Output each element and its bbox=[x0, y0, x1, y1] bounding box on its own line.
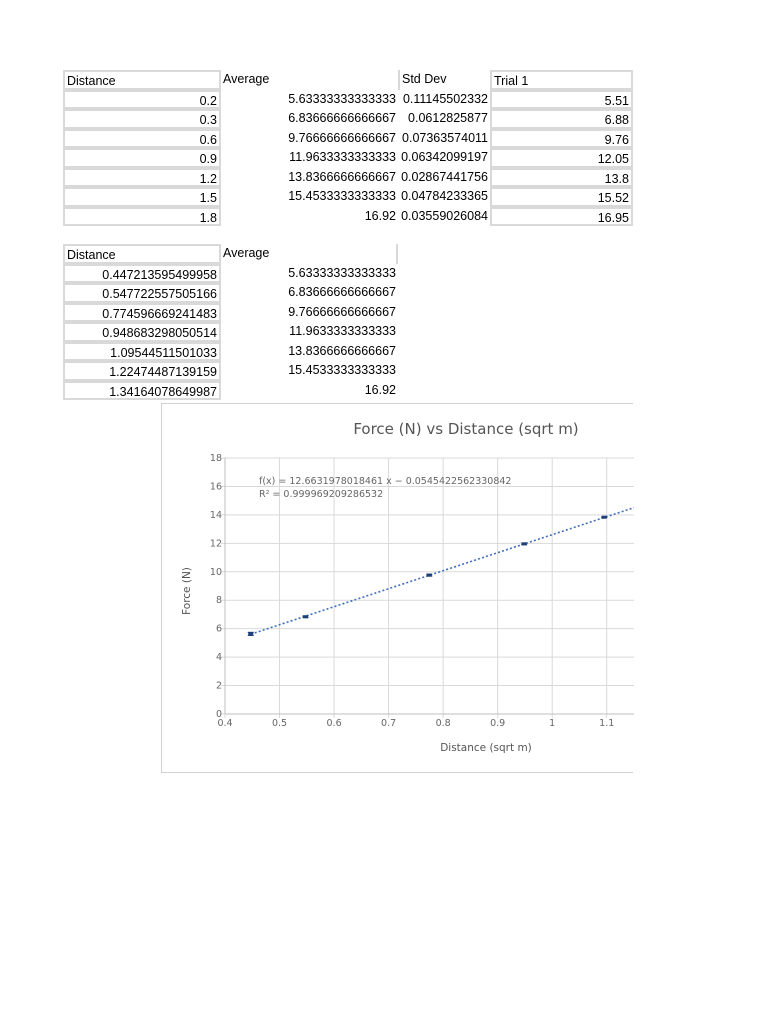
table2-cell-average[interactable]: 11.9633333333333 bbox=[289, 324, 396, 338]
data-point bbox=[522, 542, 527, 545]
table1-cell-stddev[interactable]: 0.04784233365 bbox=[401, 189, 488, 203]
y-tick-label: 6 bbox=[215, 623, 222, 635]
table1-cell-average[interactable]: 16.92 bbox=[364, 208, 396, 223]
table1-cell-distance[interactable]: 0.6 bbox=[63, 129, 221, 149]
y-tick-label: 4 bbox=[215, 652, 222, 664]
table1-cell-trial1[interactable]: 13.8 bbox=[490, 168, 633, 188]
table1-cell-distance[interactable]: 0.9 bbox=[63, 148, 221, 168]
table1-header-stddev[interactable]: Std Dev bbox=[398, 70, 490, 90]
trendline-group bbox=[251, 508, 634, 635]
table1-cell-trial1[interactable]: 15.52 bbox=[490, 187, 633, 207]
x-tick-label: 0.4 bbox=[217, 718, 233, 729]
table1-cell-stddev[interactable]: 0.11145502332 bbox=[402, 91, 488, 106]
y-tick-label: 12 bbox=[209, 538, 222, 550]
table2-cell-average[interactable]: 15.4533333333333 bbox=[288, 363, 396, 377]
data-points bbox=[248, 516, 608, 636]
table2-cell-average[interactable]: 16.92 bbox=[364, 382, 396, 397]
table1-cell-stddev[interactable]: 0.07363574011 bbox=[402, 130, 488, 145]
table1-cell-average[interactable]: 13.8366666666667 bbox=[288, 169, 396, 184]
table1-cell-trial1[interactable]: 6.88 bbox=[490, 109, 633, 129]
table2-cell-average[interactable]: 13.8366666666667 bbox=[288, 343, 396, 358]
y-tick-label: 0 bbox=[215, 709, 222, 720]
y-axis-label: Force (N) bbox=[181, 567, 193, 615]
y-tick-label: 16 bbox=[209, 481, 222, 493]
table1-cell-distance[interactable]: 1.5 bbox=[63, 187, 221, 207]
data-point bbox=[602, 516, 607, 519]
table1-cell-distance[interactable]: 0.2 bbox=[63, 90, 221, 110]
r-squared-label: R² = 0.999969209286532 bbox=[259, 489, 384, 500]
data-point bbox=[427, 574, 432, 577]
table1-cell-average[interactable]: 5.63333333333333 bbox=[288, 91, 396, 106]
table1-cell-average[interactable]: 15.4533333333333 bbox=[288, 189, 396, 203]
table2-cell-average[interactable]: 6.83666666666667 bbox=[288, 285, 396, 299]
x-tick-label: 0.8 bbox=[435, 718, 451, 729]
scatter-chart bbox=[162, 404, 634, 774]
table1-cell-distance[interactable]: 0.3 bbox=[63, 109, 221, 129]
table1-cell-stddev[interactable]: 0.06342099197 bbox=[401, 150, 488, 164]
data-point bbox=[248, 632, 253, 635]
chart-area[interactable] bbox=[161, 403, 633, 773]
table2-header-average[interactable]: Average bbox=[221, 244, 398, 264]
x-tick-label: 1.1 bbox=[599, 718, 615, 729]
table1-cell-trial1[interactable]: 12.05 bbox=[490, 148, 633, 168]
table2-cell-distance[interactable]: 0.948683298050514 bbox=[63, 322, 221, 342]
table1-header-distance[interactable]: Distance bbox=[63, 70, 221, 90]
table1-cell-stddev[interactable]: 0.03559026084 bbox=[401, 208, 488, 223]
table1-cell-stddev[interactable]: 0.02867441756 bbox=[401, 169, 488, 184]
table1-cell-trial1[interactable]: 9.76 bbox=[490, 129, 633, 149]
table1-cell-average[interactable]: 9.76666666666667 bbox=[288, 130, 396, 145]
table2-cell-distance[interactable]: 1.22474487139159 bbox=[63, 361, 221, 381]
x-tick-label: 0.9 bbox=[490, 718, 506, 729]
table2-cell-average[interactable]: 5.63333333333333 bbox=[288, 265, 396, 280]
table2-cell-distance[interactable]: 0.447213595499958 bbox=[63, 264, 221, 284]
data-point bbox=[303, 615, 308, 618]
trendline bbox=[251, 508, 634, 635]
y-tick-label: 10 bbox=[209, 566, 222, 578]
table1-header-trial1[interactable]: Trial 1 bbox=[490, 70, 633, 90]
table1-cell-trial1[interactable]: 5.51 bbox=[490, 90, 633, 110]
chart-title: Force (N) vs Distance (sqrt m) bbox=[353, 420, 579, 438]
table1-header-average[interactable]: Average bbox=[223, 72, 270, 86]
table2-cell-distance[interactable]: 1.34164078649987 bbox=[63, 381, 221, 401]
x-axis-label: Distance (sqrt m) bbox=[440, 742, 532, 754]
y-tick-label: 8 bbox=[215, 595, 222, 607]
table1-cell-stddev[interactable]: 0.0612825877 bbox=[408, 111, 488, 125]
table2-cell-distance[interactable]: 0.774596669241483 bbox=[63, 303, 221, 323]
y-tick-label: 18 bbox=[209, 453, 222, 464]
y-tick-label: 2 bbox=[215, 680, 222, 692]
x-tick-label: 1 bbox=[549, 718, 556, 729]
table2-cell-average[interactable]: 9.76666666666667 bbox=[288, 304, 396, 319]
trendline-equation: f(x) = 12.6631978018461 x − 0.0545422562330842 bbox=[259, 476, 512, 487]
table2-cell-distance[interactable]: 1.09544511501033 bbox=[63, 342, 221, 362]
table1-cell-average[interactable]: 6.83666666666667 bbox=[288, 111, 396, 125]
table2-cell-distance[interactable]: 0.547722557505166 bbox=[63, 283, 221, 303]
x-tick-label: 0.5 bbox=[271, 718, 288, 729]
x-tick-label: 0.7 bbox=[381, 718, 397, 729]
table2-header-distance[interactable]: Distance bbox=[63, 244, 221, 264]
table1-cell-average[interactable]: 11.9633333333333 bbox=[289, 150, 396, 164]
table1-cell-distance[interactable]: 1.2 bbox=[63, 168, 221, 188]
table1-cell-trial1[interactable]: 16.95 bbox=[490, 207, 633, 227]
y-tick-label: 14 bbox=[209, 509, 222, 521]
table1-cell-distance[interactable]: 1.8 bbox=[63, 207, 221, 227]
x-tick-label: 0.6 bbox=[326, 718, 342, 729]
